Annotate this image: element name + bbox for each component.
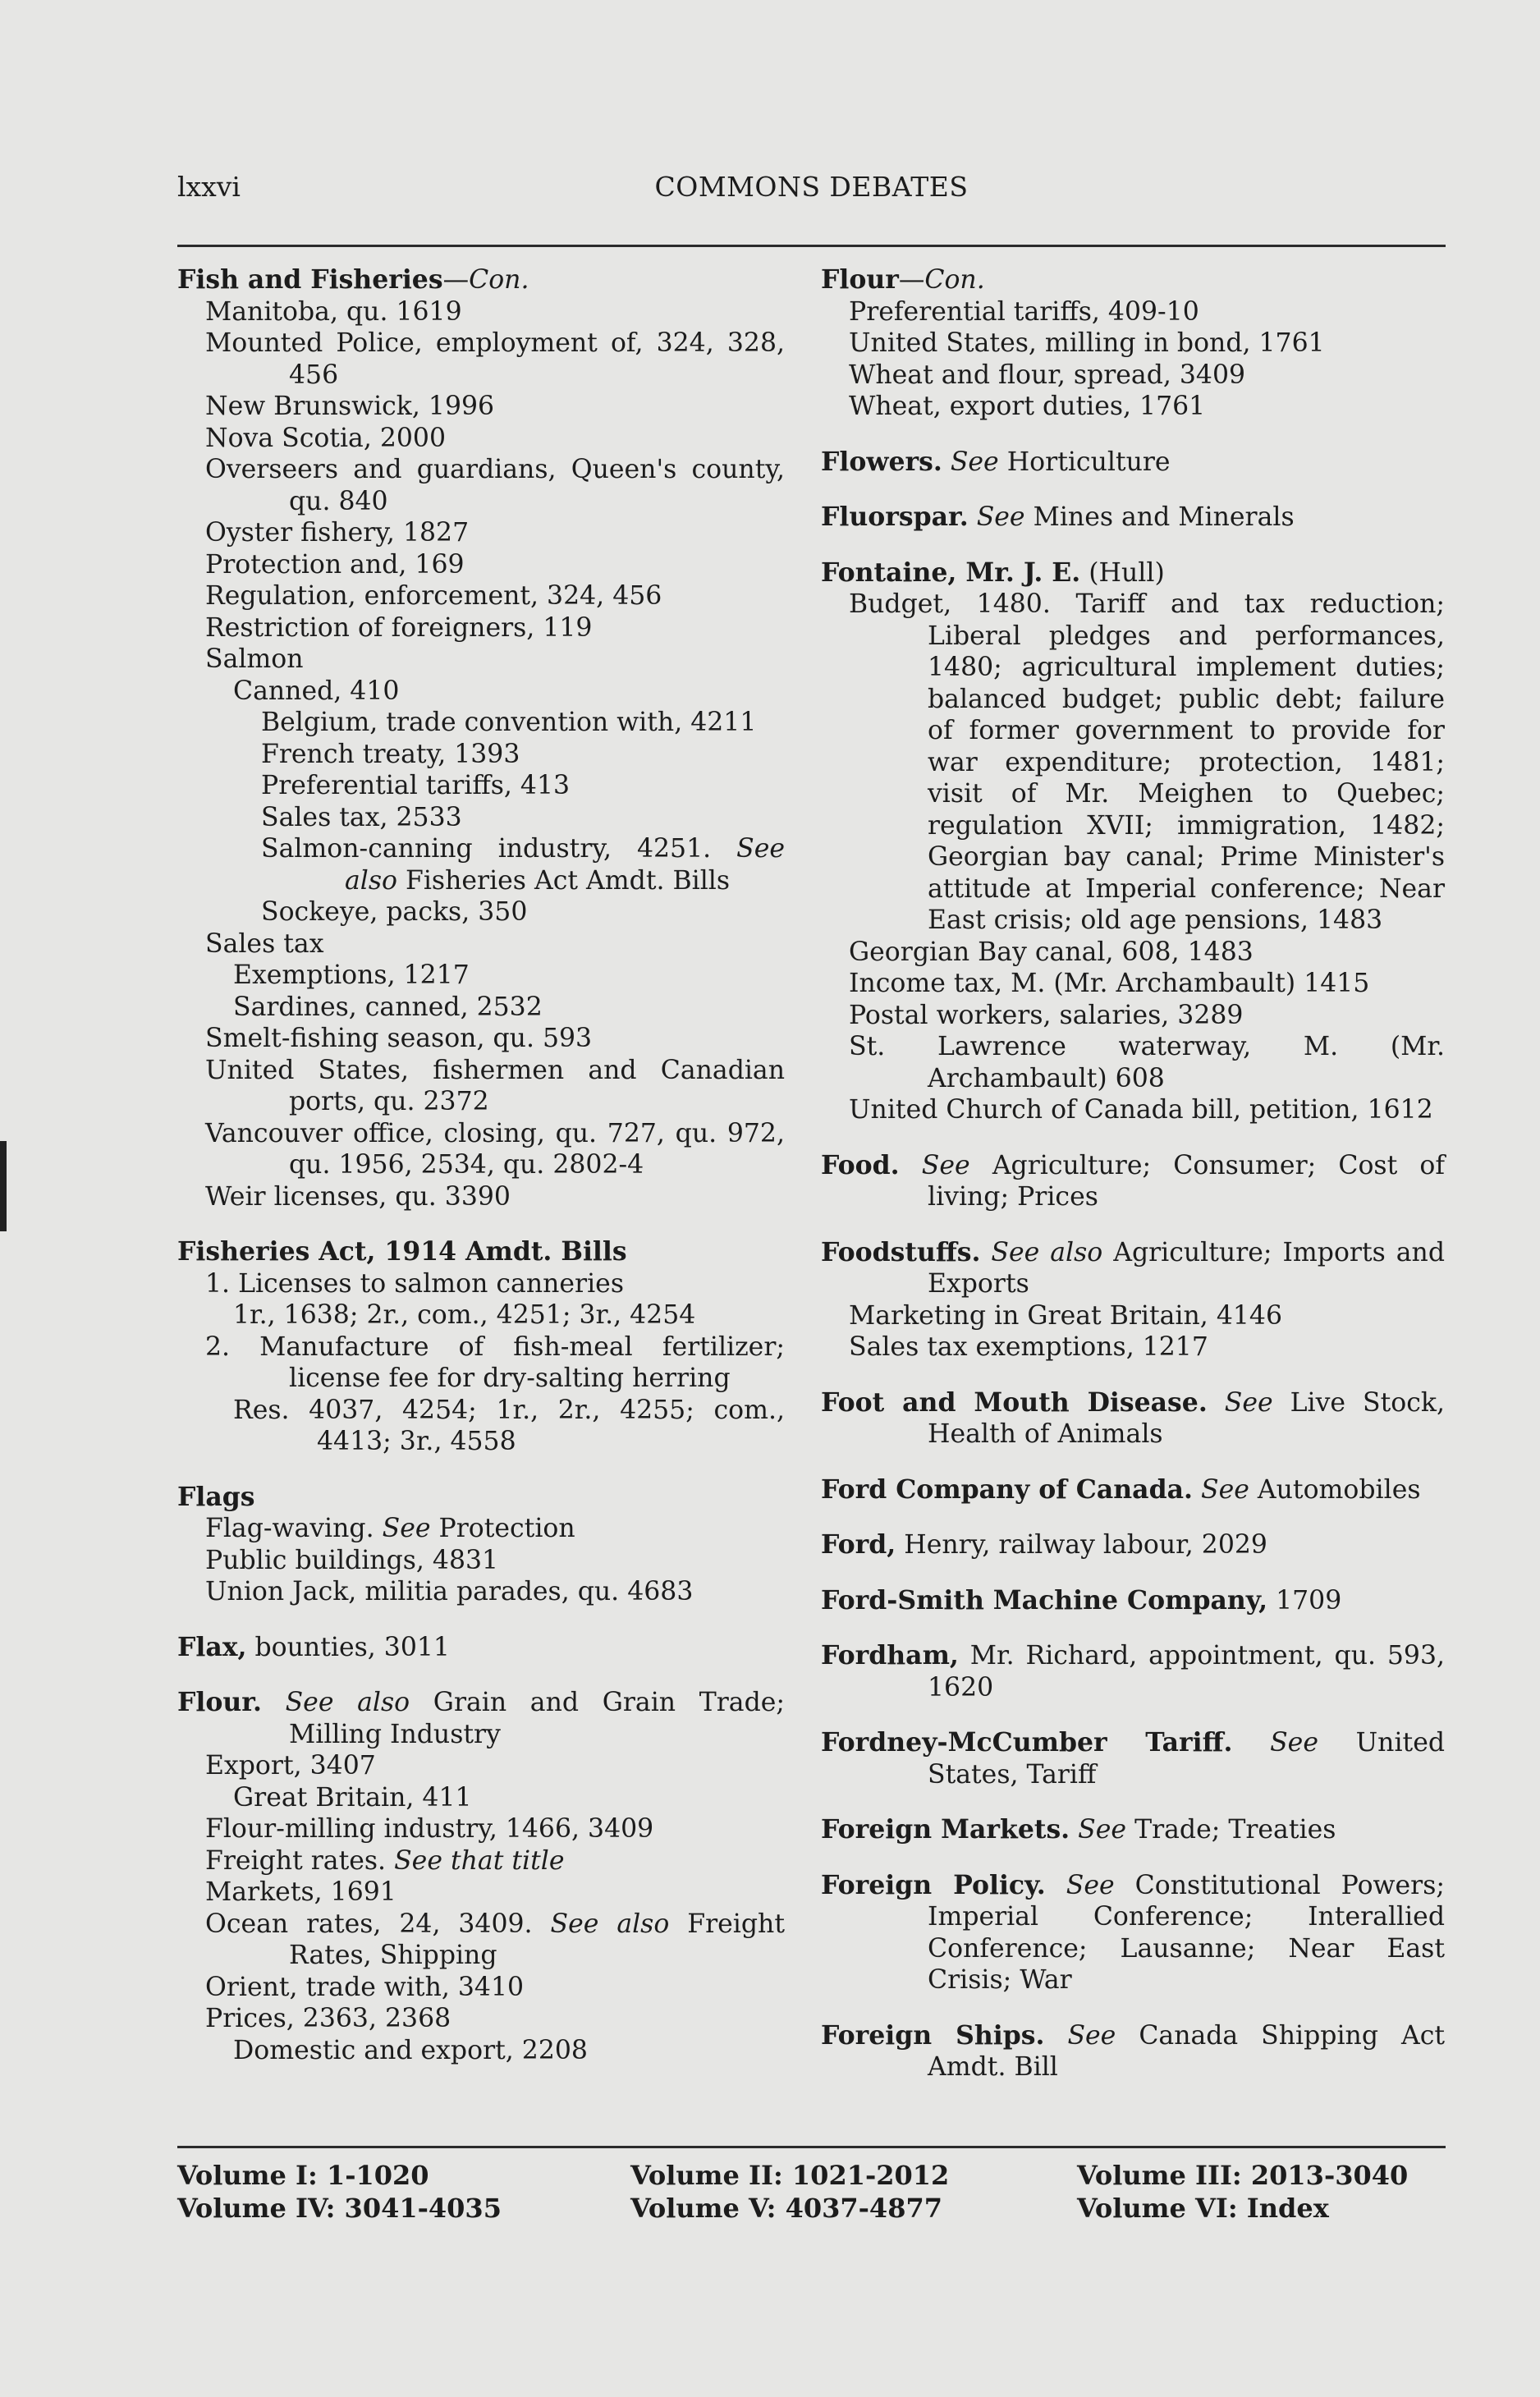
subentry-text: Wheat, export duties, 1761 bbox=[849, 392, 1206, 421]
page-header bbox=[177, 171, 1446, 212]
entry-heading bbox=[821, 2020, 1445, 2083]
index-entry bbox=[821, 1814, 1445, 1846]
footer-rule bbox=[177, 2146, 1446, 2148]
subentry-text: Salmon bbox=[205, 644, 304, 674]
entry-term: Ford-Smith Machine Company, bbox=[821, 1584, 1268, 1616]
subentry-text: Budget, 1480. Tariff and tax reduction; Liberal pledges and performances, 1480; agricultural implement duties; balanced budget; public debt; failure of former government to provide for war expenditure; protection, 1481; visit of Mr. Meighen to Quebec; regulation XVII; immigration, 1482; Georgian bay canal; Prime Minister's attitude at Imperial conference; Near East crisis; old age pensions, 1483 bbox=[849, 589, 1445, 935]
index-entry bbox=[821, 1237, 1445, 1363]
entry-term: Ford, bbox=[821, 1529, 896, 1560]
entry-text: Trade; Treaties bbox=[1134, 1815, 1336, 1845]
subentry bbox=[177, 676, 785, 708]
entry-text: Canada Shipping Act Amdt. Bill bbox=[928, 2020, 1446, 2082]
subentry bbox=[177, 2035, 785, 2067]
see-reference: See bbox=[976, 502, 1025, 532]
subentry bbox=[821, 360, 1445, 392]
subentry-text: New Brunswick, 1996 bbox=[205, 392, 495, 421]
subentry-text: Belgium, trade convention with, 4211 bbox=[261, 708, 757, 737]
subentry-text: Sockeye, packs, 350 bbox=[261, 897, 528, 927]
subentry bbox=[821, 1031, 1445, 1094]
subentry bbox=[177, 1813, 785, 1845]
subentry-text: Sales tax bbox=[205, 928, 324, 959]
see-reference: See bbox=[921, 1150, 970, 1180]
subentry bbox=[177, 1395, 785, 1458]
subentry-text: Income tax, M. (Mr. Archambault) 1415 bbox=[849, 969, 1370, 998]
subentry-text: United States, milling in bond, 1761 bbox=[849, 328, 1325, 358]
subentry-text: Mounted Police, employment of, 324, 328, 456 bbox=[205, 328, 785, 390]
subentry bbox=[177, 2003, 785, 2035]
subentry-text: Flour-milling industry, 1466, 3409 bbox=[205, 1814, 654, 1844]
subentry-text: United Church of Canada bill, petition, 1612 bbox=[849, 1095, 1433, 1125]
index-entry bbox=[821, 1727, 1445, 1790]
subentry-text: Markets, 1691 bbox=[205, 1877, 396, 1907]
entry-heading bbox=[821, 1640, 1445, 1703]
see-reference: See bbox=[382, 1514, 431, 1543]
subentry bbox=[177, 1750, 785, 1782]
see-reference: See also bbox=[285, 1688, 410, 1717]
entry-text: (Hull) bbox=[1089, 557, 1165, 588]
subentry bbox=[177, 1845, 785, 1877]
subentry-text: Smelt-fishing season, qu. 593 bbox=[205, 1024, 593, 1053]
entry-term: Foodstuffs. bbox=[821, 1236, 981, 1267]
entry-term: Flowers. bbox=[821, 446, 942, 477]
entry-heading bbox=[821, 1474, 1445, 1506]
subentry-text: French treaty, 1393 bbox=[261, 739, 520, 769]
subentry bbox=[821, 1094, 1445, 1126]
subentry bbox=[177, 992, 785, 1024]
subentry-text: Protection and, 169 bbox=[205, 549, 465, 580]
index-entry bbox=[177, 1687, 785, 2066]
subentry bbox=[177, 391, 785, 423]
subentry-text: Union Jack, militia parades, qu. 4683 bbox=[205, 1577, 694, 1606]
volume-range: Volume IV: 3041-4035 bbox=[177, 2193, 502, 2224]
entry-text: bounties, 3011 bbox=[254, 1632, 450, 1662]
subentry-text: St. Lawrence waterway, M. (Mr. Archambault) 608 bbox=[849, 1032, 1445, 1093]
subentry-text: Postal workers, salaries, 3289 bbox=[849, 1000, 1244, 1030]
entry-text: Horticulture bbox=[1006, 447, 1171, 477]
subentry-text: Overseers and guardians, Queen's county, qu. 840 bbox=[205, 455, 785, 516]
page-number: lxxvi bbox=[177, 171, 241, 203]
index-entry bbox=[177, 264, 785, 1212]
subentry-text: Vancouver office, closing, qu. 727, qu. 972, qu. 1956, 2534, qu. 2802-4 bbox=[205, 1118, 785, 1180]
subentry-text: Orient, trade with, 3410 bbox=[205, 1972, 525, 2002]
subentry bbox=[177, 707, 785, 739]
volume-range: Volume I: 1-1020 bbox=[177, 2160, 429, 2191]
index-entry bbox=[821, 502, 1445, 534]
subentry-text: Ocean rates, 24, 3409. bbox=[205, 1909, 533, 1939]
entry-heading bbox=[177, 1687, 785, 1750]
index-entry bbox=[821, 1870, 1445, 1996]
subentry bbox=[177, 802, 785, 834]
subentry-text: Weir licenses, qu. 3390 bbox=[205, 1181, 511, 1212]
subentry bbox=[177, 1299, 785, 1331]
index-entry bbox=[821, 1640, 1445, 1703]
subentry bbox=[177, 1877, 785, 1909]
subentry-text: Res. 4037, 4254; 1r., 2r., 4255; com., 4413; 3r., 4558 bbox=[233, 1395, 785, 1456]
entry-term: Flour. bbox=[177, 1687, 262, 1717]
entry-term: Foreign Policy. bbox=[821, 1869, 1046, 1900]
entry-heading bbox=[821, 502, 1445, 534]
entry-text: Mines and Minerals bbox=[1033, 502, 1295, 532]
subentry bbox=[177, 1181, 785, 1213]
subentry bbox=[177, 1576, 785, 1608]
continued-marker: Con. bbox=[924, 265, 985, 295]
subentry bbox=[177, 328, 785, 391]
index-entry bbox=[821, 447, 1445, 479]
volume-range: Volume II: 1021-2012 bbox=[630, 2160, 950, 2191]
subentry bbox=[177, 1055, 785, 1118]
entry-term: Flax, bbox=[177, 1631, 247, 1662]
index-entry bbox=[821, 1474, 1445, 1506]
subentry bbox=[821, 328, 1445, 360]
subentry bbox=[177, 612, 785, 644]
entry-heading bbox=[821, 1727, 1445, 1790]
volume-legend-col-3 bbox=[1077, 2159, 1408, 2225]
subentry-text: Salmon-canning industry, 4251. bbox=[261, 834, 712, 864]
entry-term: Flags bbox=[177, 1481, 255, 1512]
subentry bbox=[177, 1545, 785, 1577]
subentry-text: Regulation, enforcement, 324, 456 bbox=[205, 581, 662, 611]
subentry-text: Manitoba, qu. 1619 bbox=[205, 296, 462, 327]
entry-term: Foreign Ships. bbox=[821, 2019, 1045, 2051]
volume-range: Volume V: 4037-4877 bbox=[630, 2193, 942, 2224]
subentry bbox=[177, 833, 785, 896]
entry-term: Fish and Fisheries bbox=[177, 264, 443, 295]
subentry bbox=[177, 1513, 785, 1545]
entry-text: Agriculture; Consumer; Cost of living; Prices bbox=[928, 1150, 1446, 1212]
volume-range: Volume VI: Index bbox=[1077, 2193, 1329, 2224]
see-target: Fisheries Act Amdt. Bills bbox=[406, 865, 731, 896]
entry-text: 1709 bbox=[1276, 1585, 1342, 1616]
volume-legend-col-2 bbox=[630, 2159, 949, 2225]
entry-heading bbox=[177, 1236, 785, 1268]
index-entry bbox=[821, 1529, 1445, 1561]
see-reference: See bbox=[950, 447, 999, 477]
subentry-text: Export, 3407 bbox=[205, 1751, 376, 1781]
index-entry bbox=[821, 1387, 1445, 1451]
entry-heading: Flour—Con. bbox=[821, 264, 985, 295]
subentry bbox=[177, 896, 785, 928]
entry-text: Agriculture; Imports and Exports bbox=[928, 1237, 1445, 1299]
subentry-text: 1. Licenses to salmon canneries bbox=[205, 1268, 624, 1299]
header-rule bbox=[177, 245, 1446, 247]
subentry bbox=[177, 1023, 785, 1055]
entry-text: Automobiles bbox=[1257, 1474, 1421, 1505]
subentry bbox=[821, 391, 1445, 423]
subentry bbox=[177, 1118, 785, 1181]
index-entry bbox=[177, 1632, 785, 1664]
subentry-text: Wheat and flour, spread, 3409 bbox=[849, 360, 1246, 390]
subentry-text: Canned, 410 bbox=[233, 676, 400, 706]
see-reference: See also bbox=[991, 1237, 1103, 1267]
subentry-text: Oyster fishery, 1827 bbox=[205, 518, 470, 548]
subentry-text: Flag-waving. bbox=[205, 1514, 374, 1543]
subentry bbox=[177, 1782, 785, 1814]
volume-legend-col-1 bbox=[177, 2159, 502, 2225]
index-entry bbox=[177, 1482, 785, 1608]
subentry-text: Domestic and export, 2208 bbox=[233, 2035, 588, 2065]
index-entry bbox=[821, 1585, 1445, 1617]
subentry-text: Preferential tariffs, 413 bbox=[261, 771, 571, 800]
see-reference: See bbox=[1067, 2020, 1116, 2051]
subentry-text: Nova Scotia, 2000 bbox=[205, 423, 447, 453]
entry-text: Grain and Grain Trade; Milling Industry bbox=[289, 1688, 785, 1749]
subentry bbox=[177, 517, 785, 549]
binding-edge-mark bbox=[0, 1141, 7, 1231]
entry-heading bbox=[821, 1870, 1445, 1996]
subentry bbox=[177, 1331, 785, 1395]
entry-heading bbox=[821, 557, 1445, 589]
entry-heading bbox=[821, 1585, 1445, 1617]
entry-term: Fisheries Act, 1914 Amdt. Bills bbox=[177, 1236, 627, 1267]
subentry bbox=[821, 1000, 1445, 1032]
subentry-text: Preferential tariffs, 409-10 bbox=[849, 296, 1199, 327]
subentry-text: Prices, 2363, 2368 bbox=[205, 2004, 451, 2033]
subentry bbox=[821, 937, 1445, 969]
subentry bbox=[177, 739, 785, 771]
entry-text: Mr. Richard, appointment, qu. 593, 1620 bbox=[928, 1641, 1445, 1703]
entry-text: United States, Tariff bbox=[928, 1728, 1445, 1790]
subentry bbox=[177, 960, 785, 992]
subentry bbox=[177, 1909, 785, 1972]
subentry-text: Sales tax exemptions, 1217 bbox=[849, 1332, 1208, 1362]
index-entry bbox=[177, 1236, 785, 1458]
entry-heading bbox=[821, 1150, 1445, 1213]
volume-range: Volume III: 2013-3040 bbox=[1077, 2160, 1409, 2191]
entry-term: Fluorspar. bbox=[821, 502, 969, 532]
subentry bbox=[177, 454, 785, 517]
index-entry bbox=[821, 2020, 1445, 2083]
page-title: COMMONS DEBATES bbox=[654, 171, 969, 203]
see-reference: See bbox=[1066, 1870, 1115, 1900]
subentry-text: Sardines, canned, 2532 bbox=[233, 992, 543, 1022]
see-target: Protection bbox=[438, 1514, 575, 1543]
entry-text: Constitutional Powers; Imperial Conference; Interallied Conference; Lausanne; Near East Crisis; War bbox=[928, 1870, 1445, 1995]
see-reference: See also bbox=[550, 1909, 670, 1939]
subentry-text: United States, fishermen and Canadian ports, qu. 2372 bbox=[205, 1055, 785, 1116]
see-reference: See bbox=[1270, 1728, 1318, 1758]
entry-text: Henry, railway labour, 2029 bbox=[904, 1530, 1267, 1560]
continued-marker: Con. bbox=[469, 265, 529, 295]
entry-heading bbox=[821, 1814, 1445, 1846]
subentry bbox=[177, 580, 785, 612]
entry-term: Fordham, bbox=[821, 1640, 959, 1671]
entry-term: Foot and Mouth Disease. bbox=[821, 1386, 1208, 1418]
subentry bbox=[177, 928, 785, 960]
entry-heading bbox=[821, 447, 1445, 479]
index-entry bbox=[821, 557, 1445, 1126]
subentry bbox=[821, 589, 1445, 937]
subentry bbox=[177, 1972, 785, 2004]
subentry bbox=[177, 549, 785, 581]
subentry bbox=[177, 423, 785, 455]
index-column-right bbox=[821, 264, 1445, 2083]
subentry-text: Public buildings, 4831 bbox=[205, 1545, 499, 1575]
entry-heading bbox=[821, 1387, 1445, 1451]
subentry bbox=[821, 1331, 1445, 1363]
subentry-text: Freight rates. bbox=[205, 1845, 387, 1876]
see-reference: See bbox=[1224, 1387, 1273, 1418]
subentry bbox=[177, 770, 785, 802]
subentry-text: Marketing in Great Britain, 4146 bbox=[849, 1300, 1282, 1331]
subentry-text: Sales tax, 2533 bbox=[261, 802, 462, 832]
subentry bbox=[821, 1300, 1445, 1332]
subentry-text: Great Britain, 411 bbox=[233, 1782, 472, 1813]
see-reference: See bbox=[1078, 1815, 1127, 1845]
entry-term: Fordney-McCumber Tariff. bbox=[821, 1727, 1233, 1758]
entry-heading bbox=[821, 1237, 1445, 1300]
entry-heading bbox=[821, 1529, 1445, 1561]
see-target: Freight Rates, Shipping bbox=[289, 1909, 785, 1970]
subentry-text: Restriction of foreigners, 119 bbox=[205, 612, 593, 643]
entry-heading: Fish and Fisheries—Con. bbox=[177, 264, 529, 295]
entry-heading bbox=[177, 1482, 785, 1514]
index-column-left bbox=[177, 264, 785, 2066]
index-entry bbox=[821, 264, 1445, 423]
see-reference: See also bbox=[345, 834, 785, 896]
see-reference: See that title bbox=[394, 1845, 565, 1876]
entry-heading bbox=[177, 1632, 785, 1664]
subentry-text: 1r., 1638; 2r., com., 4251; 3r., 4254 bbox=[233, 1300, 696, 1330]
index-entry bbox=[821, 1150, 1445, 1213]
subentry-text: Georgian Bay canal, 608, 1483 bbox=[849, 937, 1254, 967]
entry-term: Flour bbox=[821, 264, 899, 295]
subentry-text: Exemptions, 1217 bbox=[233, 960, 470, 990]
subentry bbox=[821, 968, 1445, 1000]
subentry bbox=[821, 296, 1445, 328]
subentry-text: 2. Manufacture of fish-meal fertilizer; license fee for dry-salting herring bbox=[205, 1331, 785, 1393]
entry-term: Food. bbox=[821, 1149, 900, 1180]
subentry bbox=[177, 644, 785, 676]
see-reference: See bbox=[1201, 1474, 1249, 1505]
subentry bbox=[177, 296, 785, 328]
entry-term: Ford Company of Canada. bbox=[821, 1473, 1193, 1505]
entry-text: Live Stock, Health of Animals bbox=[928, 1387, 1445, 1449]
entry-term: Fontaine, Mr. J. E. bbox=[821, 557, 1081, 588]
entry-term: Foreign Markets. bbox=[821, 1814, 1070, 1845]
subentry bbox=[177, 1268, 785, 1300]
